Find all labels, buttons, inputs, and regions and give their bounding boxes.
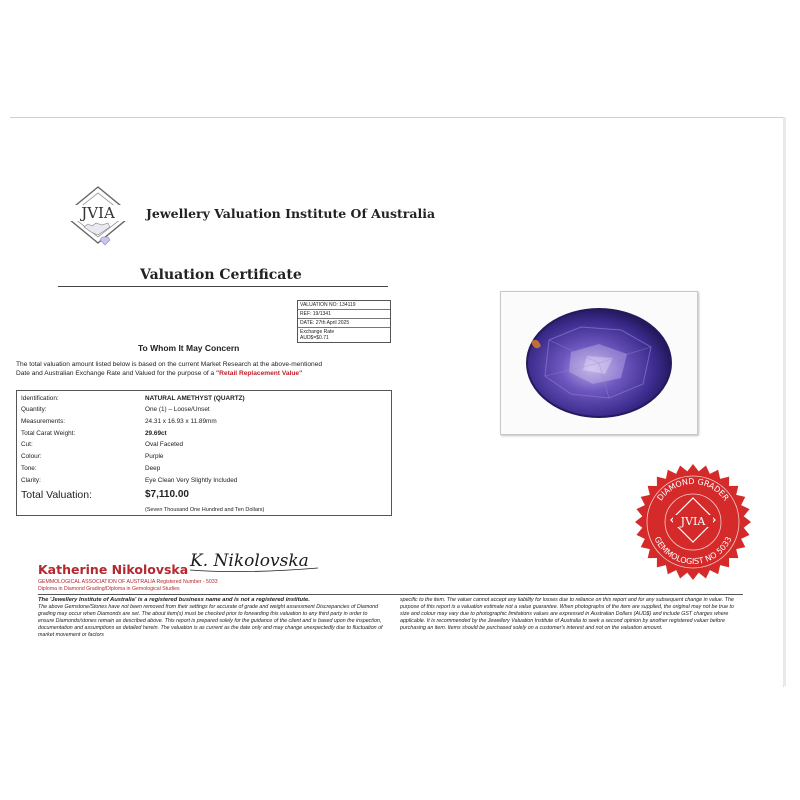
certificate-title: Valuation Certificate <box>140 267 302 283</box>
exchange-rate-label: Exchange Rate <box>300 329 335 335</box>
disclaimer-right <box>400 597 743 632</box>
gemmologist-seal <box>633 462 753 582</box>
jvia-logo <box>58 183 138 255</box>
intro-line-2: Date and Australian Exchange Rate and Valued for the purpose of a <box>16 370 215 377</box>
detail-value: 29.69ct <box>145 430 167 437</box>
total-in-words: (Seven Thousand One Hundred and Ten Dollars) <box>145 507 265 513</box>
disclaimer-lead: The 'Jewellery Institute of Australia' is a registered business name and is not a registered institute. <box>38 597 310 603</box>
logo-text: JVIA <box>81 204 115 222</box>
valuation-number: VALUATION NO: 134119 <box>298 301 390 310</box>
detail-label: Colour: <box>21 453 42 460</box>
detail-value: Eye Clean Very Slightly Included <box>145 477 238 484</box>
sheet-edge-shadow <box>783 117 786 686</box>
signatory-association: GEMMOLOGICAL ASSOCIATION OF AUSTRALIA Registered Number - 5033 <box>38 579 218 585</box>
signature-text: K. Nikolovska <box>190 551 309 571</box>
detail-label: Quantity: <box>21 406 47 413</box>
amethyst-image <box>501 292 697 434</box>
seal-bottom-text: GEMMOLOGIST NO 5033 <box>652 535 734 567</box>
detail-value: 24.31 x 16.93 x 11.89mm <box>145 418 217 425</box>
disclaimer-left <box>38 597 385 639</box>
reference-number: REF: 19/1341 <box>298 310 390 319</box>
valuation-date: DATE: 27th April 2025 <box>298 319 390 328</box>
detail-label: Clarity: <box>21 477 41 484</box>
intro-line-1: The total valuation amount listed below is based on the current Market Research at the above-mentioned <box>16 361 323 368</box>
detail-label: Identification: <box>21 395 59 402</box>
total-amount: $7,110.00 <box>145 489 189 500</box>
exchange-rate <box>298 328 390 342</box>
organization-name: Jewellery Valuation Institute Of Australia <box>146 206 436 221</box>
detail-label: Tone: <box>21 465 37 472</box>
disclaimer-right-text: specific to the item. The valuer cannot accept any liability for losses due to reliance on this report and for any subsequent change in value. The purpose of this report is a valuation estimate not a value guarantee. When photographs of the item are supplied, the original may not be true to size and colour may vary due to photographic limitations values are expressed in Australian Dollars (AUD$) and include GST charges where applicable. It is recommended by the Jewellery Valuation Institute of Australia to seek a second opinion by another registered valuer before purchasing an item. Items should be purchased solely on a customer's interest and not on the valuation amount. <box>400 597 734 631</box>
intro-paragraph <box>16 360 396 378</box>
disclaimer-left-text: The above Gemstone/Stones have not been removed from their settings for accurate of grade and weight assessment Discrepancies of Diamond grading may occur when Diamonds are set. The about item(s) must be checked prior to forwarding this valuation to any third party in order to ensure Diamonds/stones remain as described above. This report is prepared solely for the guidance of the client and is based upon the inspection, documentation and assumptions as detailed herein. The valuation is as current as the date only and may change unexpectedly due to fluctuation of market movement or factors <box>38 604 383 638</box>
exchange-rate-value: AUD$=$0.71 <box>300 335 329 341</box>
total-label: Total Valuation: <box>21 489 93 501</box>
retail-replacement-value: "Retail Replacement Value" <box>216 370 303 377</box>
detail-label: Measurements: <box>21 418 66 425</box>
title-divider <box>58 286 388 287</box>
seal-center-text: JVIA <box>680 515 706 528</box>
footer-divider <box>38 594 743 595</box>
gemstone-photo <box>500 291 698 435</box>
detail-value: One (1) – Loose/Unset <box>145 406 210 413</box>
signatory-name: Katherine Nikolovska <box>38 562 189 577</box>
detail-value: Oval Faceted <box>145 441 184 448</box>
details-table <box>16 390 392 516</box>
signature <box>186 538 326 578</box>
addressee: To Whom It May Concern <box>138 343 240 353</box>
detail-value: NATURAL AMETHYST (QUARTZ) <box>145 395 245 402</box>
signatory-diploma: Diploma in Diamond Grading/Diploma in Gemological Studies <box>38 586 180 592</box>
detail-label: Cut: <box>21 441 33 448</box>
seal-top-text: DIAMOND GRADER <box>655 476 731 503</box>
detail-value: Purple <box>145 453 164 460</box>
detail-label: Total Carat Weight: <box>21 430 76 437</box>
reference-box <box>297 300 391 343</box>
detail-value: Deep <box>145 465 161 472</box>
